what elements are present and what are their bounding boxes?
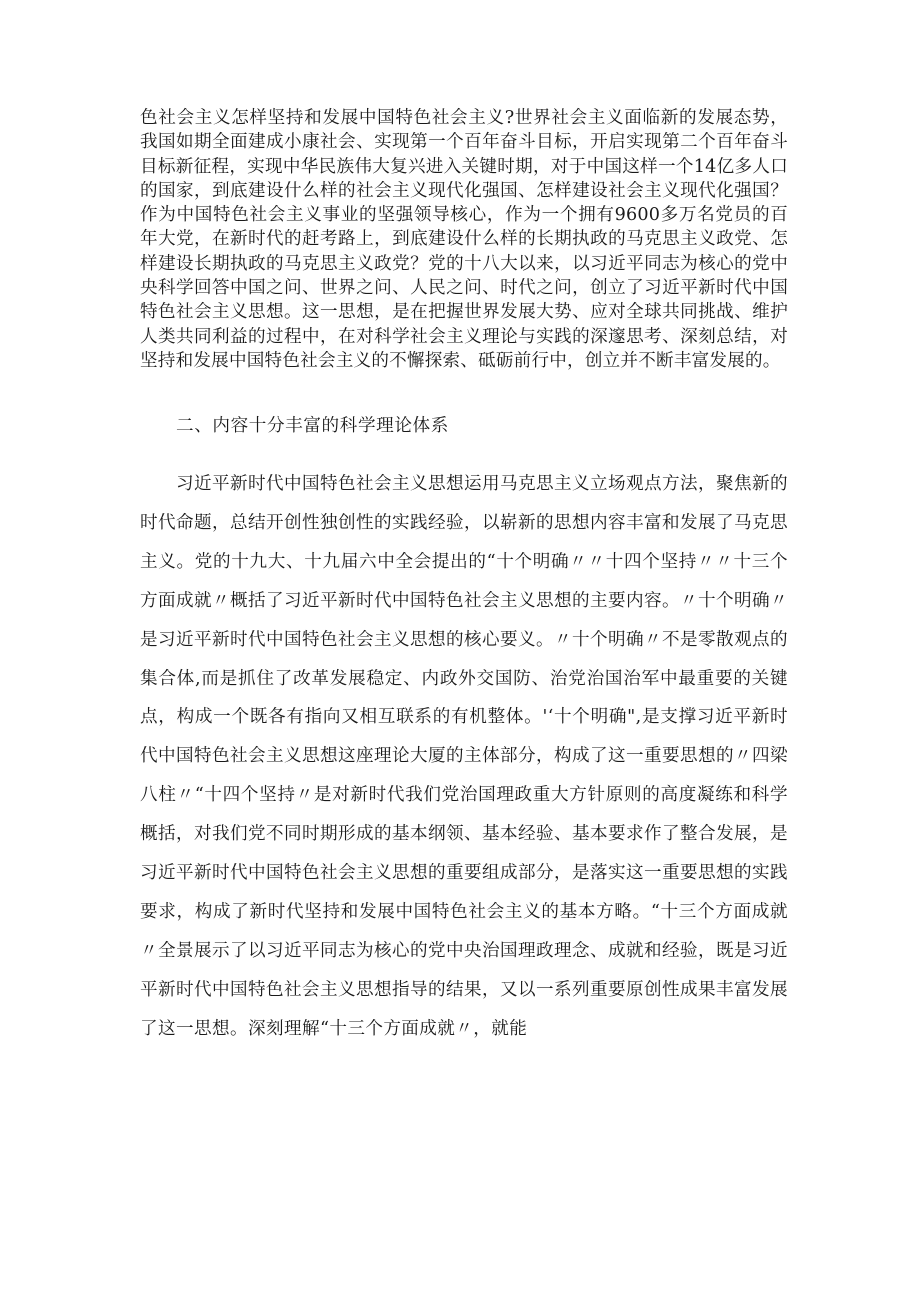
body-paragraph-2: 习近平新时代中国特色社会主义思想运用马克思主义立场观点方法，聚焦新的时代命题，总结开创性独创性的实践经验，以崭新的思想内容丰富和发展了马克思主义。党的十九大、十九届六中全会提出的“十个明确〃〃十四个坚持〃〃十三个方面成就〃概括了习近平新时代中国特色社会主义思想的主要内容。〃十个明确〃是习近平新时代中国特色社会主义思想的核心要义。〃十个明确〃不是零散观点的集合体,而是抓住了改革发展稳定、内政外交国防、治党治国治军中最重要的关键点，构成一个既各有指向又相互联系的有机整体。'‘十个明确",是支撑习近平新时代中国特色社会主义思想这座理论大厦的主体部分，构成了这一重要思想的〃四梁八柱〃“十四个坚持〃是对新时代我们党治国理政重大方针原则的高度凝练和科学概括，对我们党不同时期形成的基本纲领、基本经验、基本要求作了整合发展，是习近平新时代中国特色社会主义思想的重要组成部分，是落实这一重要思想的实践要求，构成了新时代坚持和发展中国特色社会主义的基本方略。“十三个方面成就〃全景展示了以习近平同志为核心的党中央治国理政理念、成就和经验，既是习近平新时代中国特色社会主义思想指导的结果，又以一系列重要原创性成果丰富发展了这一思想。深刻理解“十三个方面成就〃，就能 (140, 474, 788, 1039)
body-paragraph-1: 色社会主义怎样坚持和发展中国特色社会主义?世界社会主义面临新的发展态势，我国如期全面建成小康社会、实现第一个百年奋斗目标，开启实现第二个百年奋斗目标新征程，实现中华民族伟大复兴进入关键时期，对于中国这样一个14亿多人口的国家，到底建设什么样的社会主义现代化强国、怎样建设社会主义现代化强国？作为中国特色社会主义事业的坚强领导核心，作为一个拥有9600多万名党员的百年大党，在新时代的赶考路上，到底建设什么样的长期执政的马克思主义政党、怎样建设长期执政的马克思主义政党？党的十八大以来，以习近平同志为核心的党中央科学回答中国之问、世界之问、人民之问、时代之问，创立了习近平新时代中国特色社会主义思想。这一思想，是在把握世界发展大势、应对全球共同挑战、维护人类共同利益的过程中，在对科学社会主义理论与实践的深邃思考、深刻总结，对坚持和发展中国特色社会主义的不懈探索、砥砺前行中，创立并不断丰富发展的。 (140, 108, 788, 371)
section-heading: 二、内容十分丰富的科学理论体系 (176, 416, 449, 436)
